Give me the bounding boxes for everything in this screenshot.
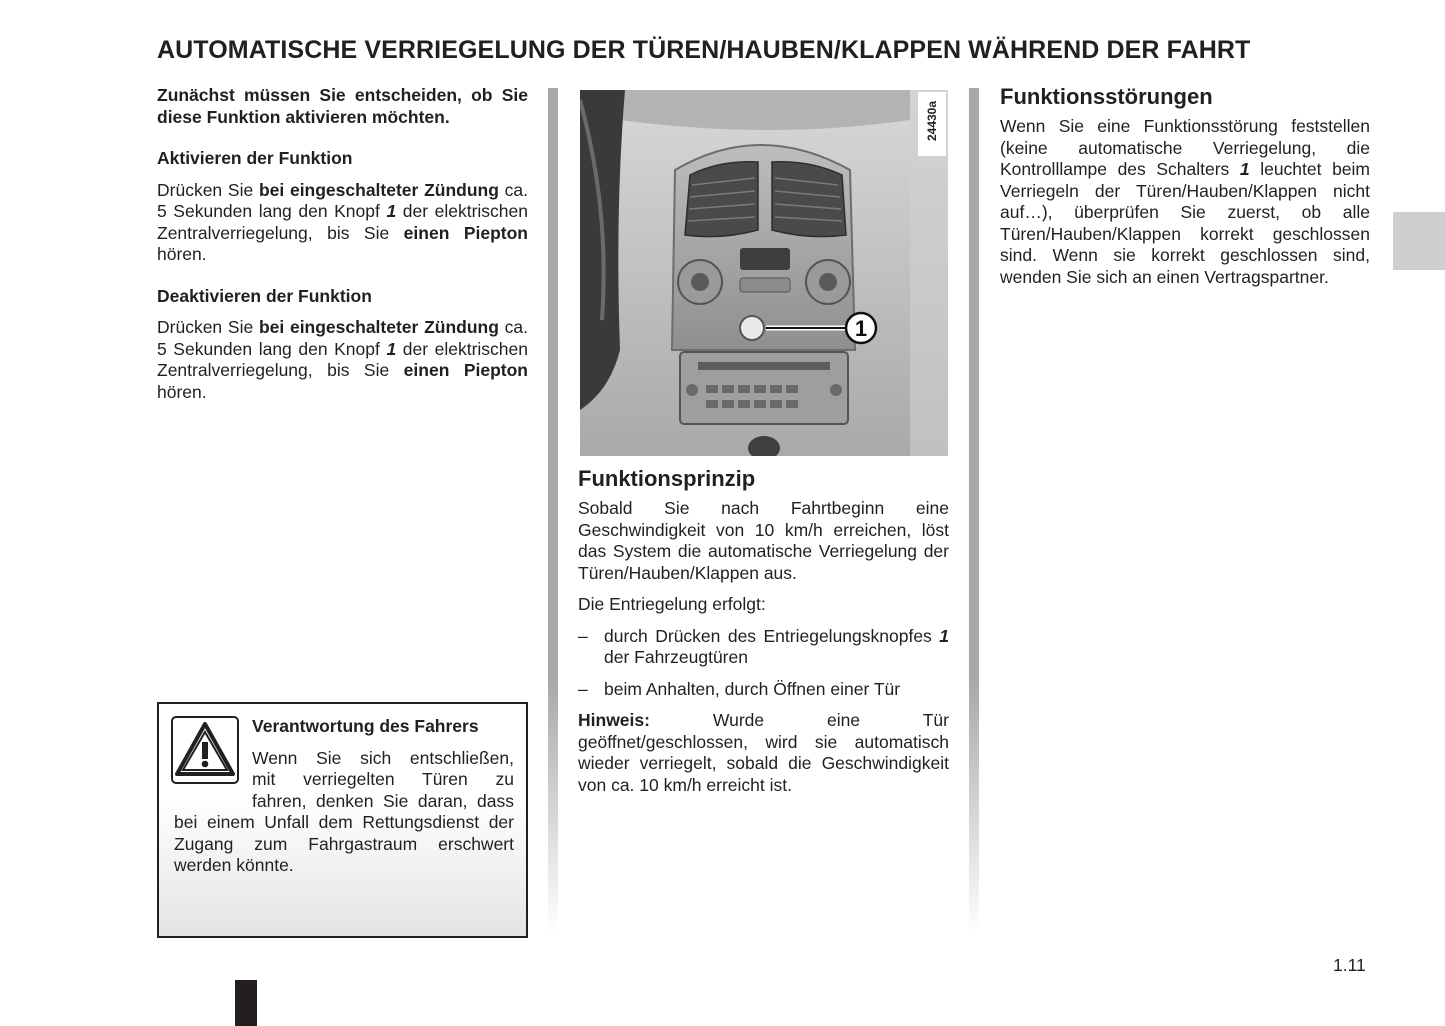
dashboard-illustration [580, 90, 948, 456]
malfunction-paragraph: Wenn Sie eine Funktionsstörung feststellen (keine automatische Verriegelung, die Kontrolllampe des Schalters 1 leuchtet beim Verriegeln der Türen/Hauben/Klappen nicht auf…), überprüfen Sie zuerst, ob alle Türen/Hauben/Klappen korrekt geschlossen sind. Wenn sie korrekt geschlossen sind, wenden Sie sich an einen Vertragspartner. [1000, 116, 1370, 287]
column-middle [578, 466, 949, 796]
column-divider-right [969, 88, 979, 933]
principle-heading: Funktionsprinzip [578, 466, 756, 491]
warning-line-2: mit verriegelten Türen zu [252, 769, 514, 789]
warning-rest: bei einem Unfall dem Rettungsdienst der Zugang zum Fahrgastraum erschwert werden könnte. [174, 812, 514, 875]
deactivate-paragraph: Drücken Sie bei eingeschalteter Zündung ca. 5 Sekunden lang den Knopf 1 der elektrischen Zentralverriegelung, bis Sie einen Piepton hören. [157, 317, 528, 402]
warning-heading: Verantwortung des Fahrers [252, 716, 479, 736]
page-title: AUTOMATISCHE VERRIEGELUNG DER TÜREN/HAUBEN/KLAPPEN WÄHREND DER FAHRT [157, 36, 1251, 64]
list-item: – durch Drücken des Entriegelungsknopfes 1 der Fahrzeugtüren [578, 625, 949, 667]
note-paragraph: Hinweis: Wurde eine Tür geöffnet/geschlossen, wird sie automatisch wieder verriegelt, sobald die Geschwindigkeit von ca. 10 km/h erreicht ist. [578, 710, 949, 795]
column-left [157, 85, 528, 403]
page-corner-mark [235, 980, 257, 1026]
unlock-intro: Die Entriegelung erfolgt: [578, 594, 766, 614]
warning-line-3: fahren, denken Sie daran, dass [252, 790, 514, 811]
principle-paragraph: Sobald Sie nach Fahrtbeginn eine Geschwindigkeit von 10 km/h erreichen, löst das System die automatische Verriegelung der Türen/Hauben/Klappen aus. [578, 498, 949, 583]
deactivate-heading: Deaktivieren der Funktion [157, 285, 372, 306]
page-number: 1.11 [1333, 955, 1366, 975]
warning-line-1: Wenn Sie sich entschließen, [252, 747, 514, 768]
chapter-tab [1393, 212, 1445, 270]
list-item: – beim Anhalten, durch Öffnen einer Tür [578, 678, 901, 699]
warning-box [157, 702, 528, 938]
column-right [1000, 84, 1370, 288]
callout-1: 1 [854, 316, 868, 341]
figure-code: 24430a [918, 92, 946, 156]
malfunction-heading: Funktionsstörungen [1000, 84, 1213, 109]
activate-heading: Aktivieren der Funktion [157, 148, 353, 168]
intro-text: Zunächst müssen Sie entscheiden, ob Sie diese Funktion aktivieren möchten. [157, 85, 528, 127]
column-divider-left [548, 88, 558, 933]
activate-paragraph: Drücken Sie bei eingeschalteter Zündung ca. 5 Sekunden lang den Knopf 1 der elektrischen Zentralverriegelung, bis Sie einen Piepton hören. [157, 179, 528, 264]
